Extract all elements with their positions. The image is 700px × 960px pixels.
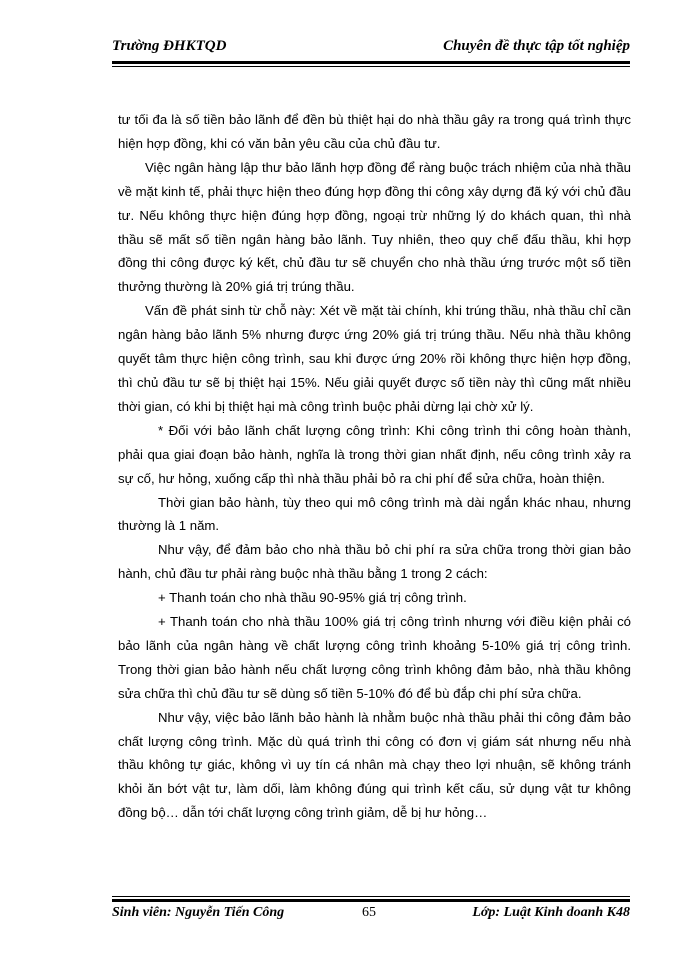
paragraph-9: Như vậy, việc bảo lãnh bảo hành là nhằm buộc nhà thầu phải thi công đảm bảo chất lượng công trình. Mặc dù quá trình thi công có đơn vị giám sát nhưng nếu nhà thầu không tự giác, không vì uy tín cá nhân mà chạy theo lợi nhuận, sẽ không tránh khỏi ăn bớt vật tư, làm dối, làm không đúng qui trình kết cấu, sử dụng vật tư không đồng bộ… dẫn tới chất lượng công trình giảm, dễ bị hư hỏng… xyxy=(118,709,631,821)
footer-class: Lớp: Luật Kinh doanh K48 xyxy=(472,905,630,920)
paragraph-6: Như vậy, để đảm bảo cho nhà thầu bỏ chi phí ra sửa chữa trong thời gian bảo hành, chủ đầu tư phải ràng buộc nhà thầu bằng 1 trong 2 cách: xyxy=(118,542,631,582)
footer-student: Sinh viên: Nguyễn Tiến Công xyxy=(112,905,285,920)
header-school: Trường ĐHKTQD xyxy=(112,38,227,54)
paragraph-2: Việc ngân hàng lập thư bảo lãnh hợp đồng để ràng buộc trách nhiệm của nhà thầu về mặt kinh tế, phải thực hiện theo đúng hợp đồng thi công xây dựng đã ký với chủ đầu tư. Nếu không thực hiện đúng hợp đồng, ngoại trừ những lý do khách quan, thì nhà thầu sẽ mất số tiền ngân hàng bảo lãnh. Tuy nhiên, theo quy chế đấu thầu, khi hợp đồng thi công được ký kết, chủ đầu tư sẽ chuyển cho nhà thầu ứng trước một số tiền thưởng thường là 20% giá trị trúng thầu. xyxy=(118,159,631,295)
body-text xyxy=(118,108,631,825)
paragraph-8: + Thanh toán cho nhà thầu 100% giá trị công trình nhưng với điều kiện phải có bảo lãnh của ngân hàng về chất lượng công trình khoảng 5-10% giá trị công trình. Trong thời gian bảo hành nếu chất lượng công trình không đảm bảo, nhà thầu không sửa chữa thì chủ đầu tư sẽ dùng số tiền 5-10% đó để bù đắp chi phí sửa chữa. xyxy=(118,614,631,701)
paragraph-1: tư tối đa là số tiền bảo lãnh để đền bù thiệt hại do nhà thầu gây ra trong quá trình thực hiện hợp đồng, khi có văn bản yêu cầu của chủ đầu tư. xyxy=(118,112,631,151)
paragraph-4: * Đối với bảo lãnh chất lượng công trình: Khi công trình thi công hoàn thành, phải qua giai đoạn bảo hành, nghĩa là trong thời gian nhất định, nếu công trình xảy ra sự cố, hư hỏng, xuống cấp thì nhà thầu phải bỏ ra chi phí để sửa chữa, hoàn thiện. xyxy=(118,422,631,486)
paragraph-7: + Thanh toán cho nhà thầu 90-95% giá trị công trình. xyxy=(158,590,467,606)
page-header xyxy=(112,38,630,60)
footer-rule-thin xyxy=(112,896,630,897)
header-rule-thin xyxy=(112,66,630,67)
paragraph-5: Thời gian bảo hành, tùy theo qui mô công trình mà dài ngắn khác nhau, nhưng thường là 1 năm. xyxy=(118,494,631,534)
footer-rule-thick xyxy=(112,899,630,902)
header-rule-thick xyxy=(112,61,630,64)
header-title: Chuyên đề thực tập tốt nghiệp xyxy=(443,38,630,54)
page-number: 65 xyxy=(362,905,376,920)
paragraph-3: Vấn đề phát sinh từ chỗ này: Xét về mặt tài chính, khi trúng thầu, nhà thầu chỉ cần ngân hàng bảo lãnh 5% nhưng được ứng 20% giá trị trúng thầu. Nếu nhà thầu không quyết tâm thực hiện công trình, sau khi được ứng 20% rồi không thực hiện hợp đồng, thì chủ đầu tư sẽ bị thiệt hại 15%. Nếu giải quyết được số tiền này thì cũng mất nhiều thời gian, có khi bị thiệt hại mà công trình buộc phải dừng lại chờ xử lý. xyxy=(118,303,631,414)
page-footer xyxy=(112,905,630,927)
